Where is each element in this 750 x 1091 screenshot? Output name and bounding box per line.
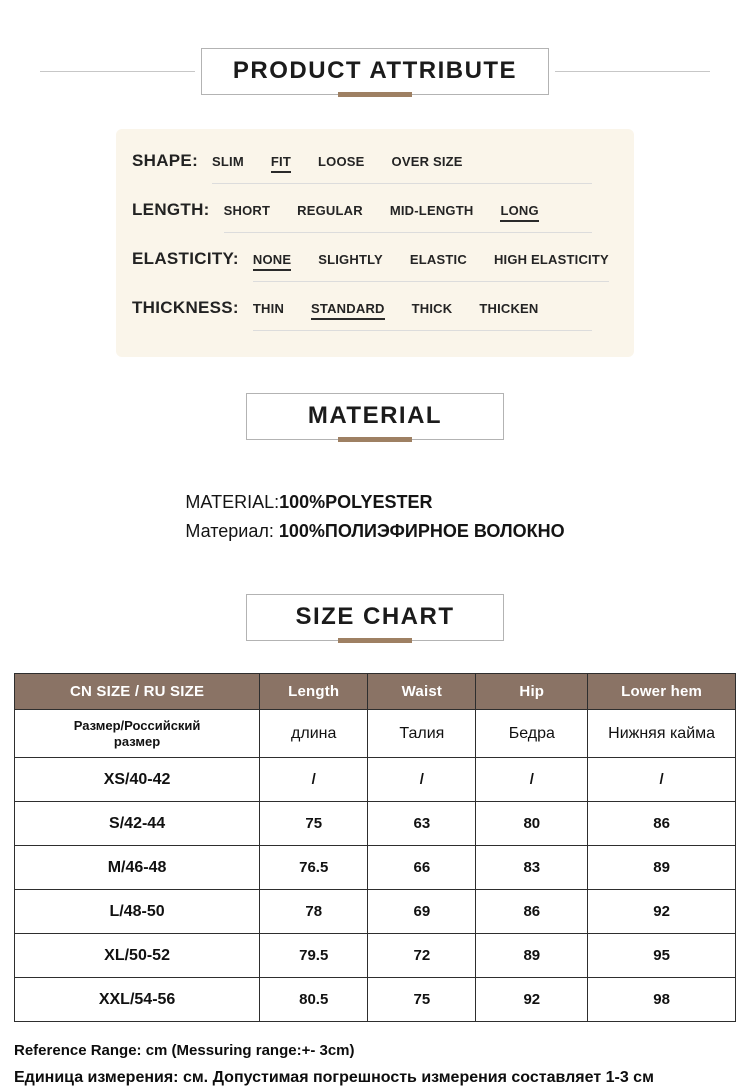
table-header-row-ru <box>15 710 736 758</box>
attribute-options-shape <box>212 154 592 184</box>
attribute-option-selected: LONG <box>500 203 538 222</box>
table-cell: 63 <box>368 802 476 846</box>
table-cell: 92 <box>476 978 588 1022</box>
column-header-ru: длина <box>260 710 368 758</box>
table-cell: 79.5 <box>260 934 368 978</box>
attribute-option: THIN <box>252 301 285 316</box>
title-accent-bar <box>338 92 412 97</box>
column-header-ru <box>15 710 260 758</box>
product-attribute-section <box>0 0 750 97</box>
table-cell: 80 <box>476 802 588 846</box>
attribute-row-thickness <box>132 298 618 331</box>
table-cell: 89 <box>588 846 736 890</box>
attribute-option: OVER SIZE <box>391 154 463 169</box>
table-cell: 83 <box>476 846 588 890</box>
size-chart-table <box>14 673 736 1022</box>
column-header: Length <box>260 674 368 710</box>
attribute-option: ELASTIC <box>409 252 467 267</box>
table-row-xs <box>15 758 736 802</box>
size-label: XL/50-52 <box>15 934 260 978</box>
attribute-options-length <box>224 203 592 233</box>
attribute-option: SHORT <box>223 203 271 218</box>
table-cell: 75 <box>368 978 476 1022</box>
table-cell: 92 <box>588 890 736 934</box>
material-title-box <box>246 393 504 440</box>
table-cell: 76.5 <box>260 846 368 890</box>
attribute-option: HIGH ELASTICITY <box>493 252 609 267</box>
attribute-option-selected: NONE <box>253 252 291 271</box>
attribute-option: MID-LENGTH <box>389 203 474 218</box>
column-header-ru: Нижняя кайма <box>588 710 736 758</box>
column-header-ru: Талия <box>368 710 476 758</box>
material-label-ru: Материал: <box>185 521 279 541</box>
measurement-notes <box>14 1038 750 1091</box>
table-cell: / <box>588 758 736 802</box>
attribute-label-length: LENGTH: <box>132 200 210 219</box>
table-cell: / <box>260 758 368 802</box>
attribute-label-thickness: THICKNESS: <box>132 298 239 317</box>
table-header-row-en <box>15 674 736 710</box>
column-header-ru-label: Размер/Российский размер <box>73 717 201 749</box>
table-cell: 69 <box>368 890 476 934</box>
table-row-l <box>15 890 736 934</box>
product-attribute-title-box <box>201 48 549 95</box>
table-row-xl <box>15 934 736 978</box>
title-right-line <box>555 71 710 72</box>
material-section <box>0 393 750 546</box>
column-header: Waist <box>368 674 476 710</box>
attribute-row-elasticity <box>132 249 618 282</box>
material-info <box>185 488 564 546</box>
product-attribute-title-row <box>0 48 750 95</box>
column-header: CN SIZE / RU SIZE <box>15 674 260 710</box>
table-cell: 80.5 <box>260 978 368 1022</box>
table-cell: 95 <box>588 934 736 978</box>
column-header: Hip <box>476 674 588 710</box>
reference-range-note-en: Reference Range: cm (Messuring range:+- 3cm) <box>14 1042 355 1059</box>
table-cell: 86 <box>476 890 588 934</box>
table-row-m <box>15 846 736 890</box>
attribute-option-selected: STANDARD <box>311 301 385 320</box>
attribute-option: SLIGHTLY <box>318 252 383 267</box>
attribute-option: THICK <box>411 301 453 316</box>
attribute-row-shape <box>132 151 618 184</box>
product-attribute-title: PRODUCT ATTRIBUTE <box>232 57 518 84</box>
table-row-xxl <box>15 978 736 1022</box>
size-chart-title-box <box>246 594 504 641</box>
size-chart-section <box>0 594 750 1022</box>
attribute-label-elasticity: ELASTICITY: <box>132 249 239 268</box>
table-cell: 66 <box>368 846 476 890</box>
material-value-ru: 100%ПОЛИЭФИРНОЕ ВОЛОКНО <box>278 521 565 541</box>
column-header: Lower hem <box>588 674 736 710</box>
size-label: L/48-50 <box>15 890 260 934</box>
attribute-option-selected: FIT <box>271 154 291 173</box>
title-accent-bar <box>338 638 412 643</box>
attribute-options-elasticity <box>253 252 609 282</box>
reference-range-note-ru: Единица измерения: см. Допустимая погрешность измерения составляет 1-3 см <box>14 1069 654 1086</box>
table-cell: / <box>368 758 476 802</box>
table-cell: 98 <box>588 978 736 1022</box>
size-label: S/42-44 <box>15 802 260 846</box>
material-line-en <box>185 488 564 517</box>
attributes-panel <box>116 129 634 357</box>
table-cell: 72 <box>368 934 476 978</box>
attribute-option: LOOSE <box>318 154 365 169</box>
attribute-option: SLIM <box>212 154 244 169</box>
size-label: XS/40-42 <box>15 758 260 802</box>
material-label-en: MATERIAL: <box>185 492 280 512</box>
attribute-option: THICKEN <box>479 301 539 316</box>
table-cell: 86 <box>588 802 736 846</box>
size-label: XXL/54-56 <box>15 978 260 1022</box>
material-line-ru <box>185 517 564 546</box>
title-accent-bar <box>338 437 412 442</box>
table-row-s <box>15 802 736 846</box>
table-cell: / <box>476 758 588 802</box>
title-left-line <box>40 71 195 72</box>
size-label: M/46-48 <box>15 846 260 890</box>
table-cell: 89 <box>476 934 588 978</box>
attribute-row-length <box>132 200 618 233</box>
column-header-ru: Бедра <box>476 710 588 758</box>
material-value-en: 100%POLYESTER <box>279 492 433 512</box>
attribute-options-thickness <box>253 301 592 331</box>
attribute-option: REGULAR <box>297 203 363 218</box>
table-cell: 75 <box>260 802 368 846</box>
size-chart-title: SIZE CHART <box>295 603 455 630</box>
table-cell: 78 <box>260 890 368 934</box>
attribute-label-shape: SHAPE: <box>132 151 199 170</box>
material-title: MATERIAL <box>307 402 443 429</box>
